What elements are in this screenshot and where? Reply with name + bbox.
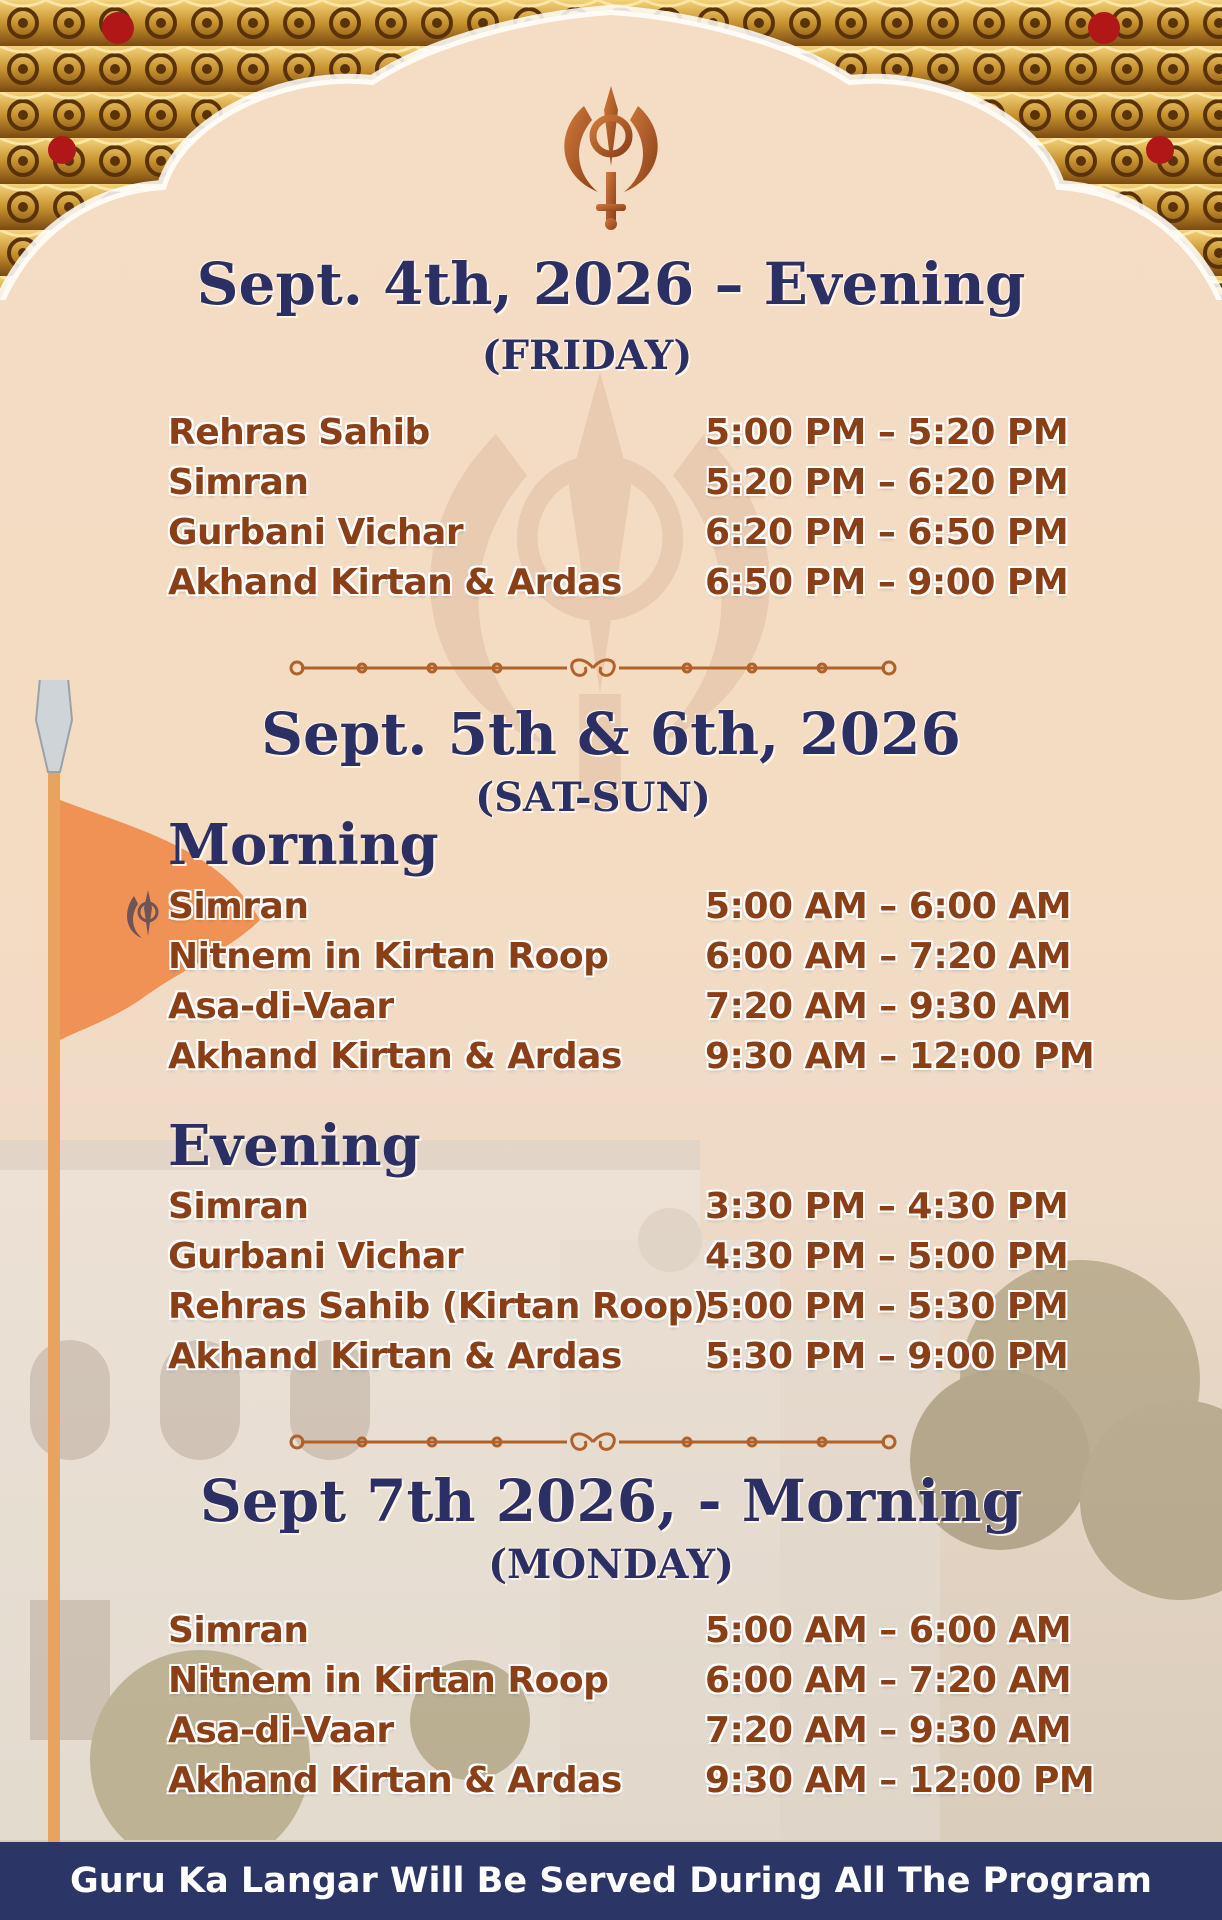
schedule-row	[168, 557, 1108, 607]
schedule-row	[168, 931, 1108, 981]
program-name: Simran	[168, 461, 309, 503]
program-time: 5:00 PM – 5:30 PM	[705, 1285, 1069, 1327]
section-3-day: (MONDAY)	[488, 1541, 734, 1588]
program-name: Akhand Kirtan & Ardas	[168, 1035, 622, 1077]
section-1-schedule	[168, 407, 1108, 607]
program-time: 7:20 AM – 9:30 AM	[705, 1709, 1072, 1751]
section-2-morning-schedule	[168, 881, 1108, 1081]
program-name: Gurbani Vichar	[168, 1235, 464, 1277]
program-name: Rehras Sahib (Kirtan Roop)	[168, 1285, 709, 1327]
program-time: 5:30 PM – 9:00 PM	[705, 1335, 1069, 1377]
program-time: 6:00 AM – 7:20 AM	[705, 935, 1072, 977]
program-name: Nitnem in Kirtan Roop	[168, 935, 609, 977]
program-name: Simran	[168, 885, 309, 927]
program-time: 6:20 PM – 6:50 PM	[705, 511, 1069, 553]
program-time: 5:20 PM – 6:20 PM	[705, 461, 1069, 503]
schedule-row	[168, 507, 1108, 557]
section-2-evening-schedule	[168, 1181, 1108, 1381]
section-3-title: Sept 7th 2026, - Morning	[199, 1467, 1023, 1535]
program-time: 9:30 AM – 12:00 PM	[705, 1759, 1095, 1801]
program-name: Asa-di-Vaar	[168, 985, 394, 1027]
program-time: 5:00 AM – 6:00 AM	[705, 1609, 1072, 1651]
schedule-row	[168, 1031, 1108, 1081]
program-time: 3:30 PM – 4:30 PM	[705, 1185, 1069, 1227]
section-3-schedule	[168, 1605, 1108, 1805]
schedule-row	[168, 1281, 1108, 1331]
section-2-day: (SAT-SUN)	[475, 774, 711, 821]
schedule-row	[168, 1655, 1108, 1705]
schedule-row	[168, 1755, 1108, 1805]
section-1-title: Sept. 4th, 2026 – Evening	[196, 250, 1026, 318]
program-time: 6:00 AM – 7:20 AM	[705, 1659, 1072, 1701]
program-time: 5:00 PM – 5:20 PM	[705, 411, 1069, 453]
schedule-row	[168, 1605, 1108, 1655]
schedule-row	[168, 1181, 1108, 1231]
program-name: Akhand Kirtan & Ardas	[168, 1759, 622, 1801]
program-name: Simran	[168, 1609, 309, 1651]
schedule-row	[168, 981, 1108, 1031]
program-name: Simran	[168, 1185, 309, 1227]
schedule-row	[168, 1231, 1108, 1281]
program-time: 5:00 AM – 6:00 AM	[705, 885, 1072, 927]
ornamental-divider-icon	[287, 1427, 899, 1457]
schedule-row	[168, 457, 1108, 507]
section-1-day: (FRIDAY)	[481, 332, 693, 379]
khanda-icon	[546, 84, 676, 234]
program-time: 4:30 PM – 5:00 PM	[705, 1235, 1069, 1277]
evening-label: Evening	[168, 1113, 421, 1179]
program-time: 9:30 AM – 12:00 PM	[705, 1035, 1095, 1077]
program-name: Akhand Kirtan & Ardas	[168, 1335, 622, 1377]
program-name: Akhand Kirtan & Ardas	[168, 561, 622, 603]
program-name: Nitnem in Kirtan Roop	[168, 1659, 609, 1701]
schedule-row	[168, 1705, 1108, 1755]
program-time: 7:20 AM – 9:30 AM	[705, 985, 1072, 1027]
schedule-row	[168, 407, 1108, 457]
footer-text: Guru Ka Langar Will Be Served During All The Program	[70, 1861, 1152, 1901]
schedule-row	[168, 881, 1108, 931]
section-2-title: Sept. 5th & 6th, 2026	[261, 700, 961, 768]
program-name: Gurbani Vichar	[168, 511, 464, 553]
ornamental-divider-icon	[287, 653, 899, 683]
program-time: 6:50 PM – 9:00 PM	[705, 561, 1069, 603]
program-name: Asa-di-Vaar	[168, 1709, 394, 1751]
program-name: Rehras Sahib	[168, 411, 430, 453]
schedule-row	[168, 1331, 1108, 1381]
morning-label: Morning	[168, 812, 439, 878]
langar-footer-banner	[0, 1842, 1222, 1920]
